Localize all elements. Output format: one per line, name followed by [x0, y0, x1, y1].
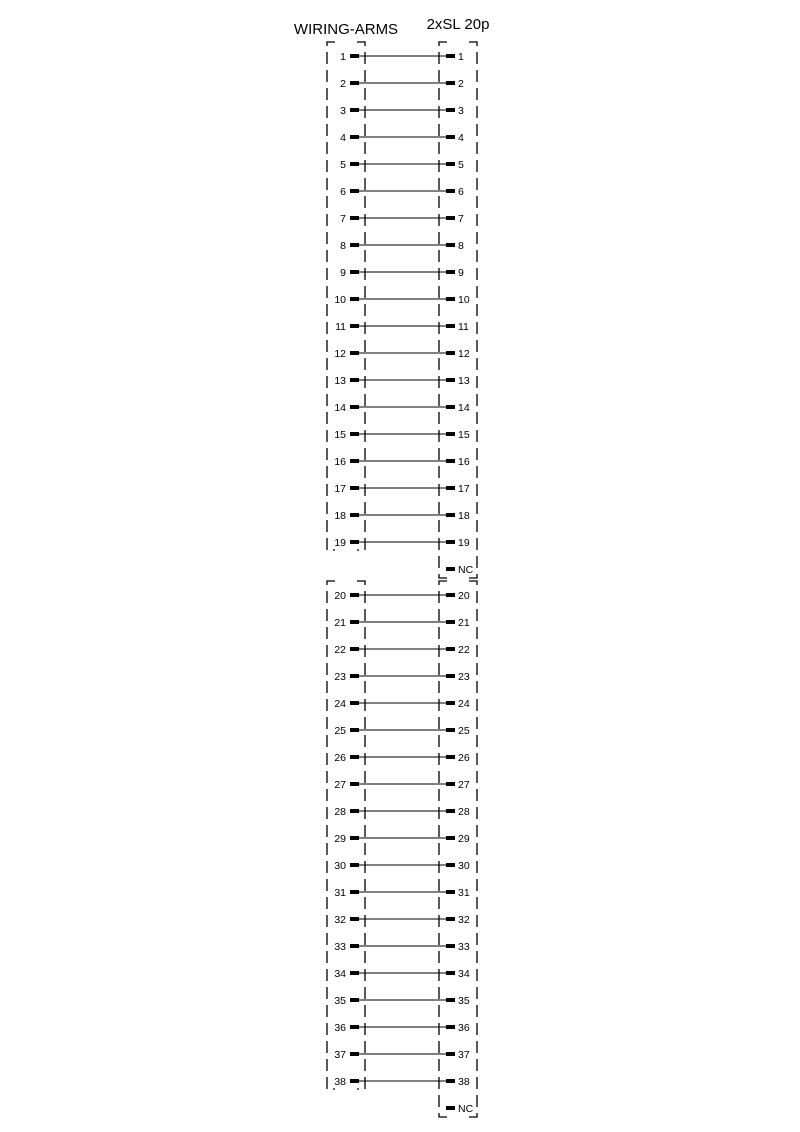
right-pin-label: 17 [458, 483, 470, 495]
right-pin-label: 35 [458, 995, 470, 1007]
left-pin-label: 15 [334, 429, 346, 441]
right-pin-label: 27 [458, 779, 470, 791]
right-pin-label: 13 [458, 375, 470, 387]
right-pin-marker [446, 162, 455, 166]
right-pin-label: 11 [458, 321, 469, 333]
diagram-body [327, 42, 477, 1117]
left-pin-label: 8 [340, 240, 346, 252]
right-pin-label: NC [458, 564, 474, 576]
left-pin-label: 2 [340, 78, 346, 90]
right-pin-label: 37 [458, 1049, 470, 1061]
right-pin-marker [446, 378, 455, 382]
right-pin-label: 24 [458, 698, 470, 710]
left-pin-marker [350, 135, 359, 139]
left-pin-marker [350, 513, 359, 517]
left-pin-label: 35 [334, 995, 346, 1007]
left-pin-marker [350, 782, 359, 786]
right-connector-group-2-edge [469, 581, 477, 1117]
left-pin-marker [350, 216, 359, 220]
right-pin-label: 34 [458, 968, 470, 980]
left-pin-label: 31 [334, 887, 346, 899]
left-pin-marker [350, 162, 359, 166]
right-pin-marker [446, 486, 455, 490]
right-pin-marker [446, 998, 455, 1002]
left-pin-marker [350, 593, 359, 597]
right-pin-label: 1 [458, 51, 464, 63]
right-pin-label: 7 [458, 213, 464, 225]
left-pin-label: 38 [334, 1076, 346, 1088]
left-pin-marker [350, 324, 359, 328]
right-pin-marker [446, 917, 455, 921]
right-pin-label: 12 [458, 348, 470, 360]
right-pin-label: 4 [458, 132, 464, 144]
left-pin-marker [350, 647, 359, 651]
left-pin-marker [350, 432, 359, 436]
left-pin-marker [350, 405, 359, 409]
right-pin-label: 19 [458, 537, 470, 549]
right-pin-marker [446, 674, 455, 678]
left-pin-marker [350, 351, 359, 355]
right-pin-label: 30 [458, 860, 470, 872]
right-connector-group-2-edge [439, 581, 447, 1117]
right-pin-marker [446, 620, 455, 624]
left-pin-label: 28 [334, 806, 346, 818]
right-pin-marker [446, 216, 455, 220]
left-pin-label: 37 [334, 1049, 346, 1061]
left-pin-marker [350, 486, 359, 490]
left-pin-marker [350, 459, 359, 463]
left-pin-label: 5 [340, 159, 346, 171]
right-pin-label: 31 [458, 887, 470, 899]
right-pin-marker [446, 189, 455, 193]
left-pin-label: 16 [334, 456, 346, 468]
left-pin-label: 1 [340, 51, 346, 63]
right-pin-marker [446, 405, 455, 409]
right-pin-marker [446, 971, 455, 975]
left-connector-group-2-edge [357, 581, 365, 1089]
left-pin-label: 6 [340, 186, 346, 198]
left-pin-label: 21 [334, 617, 346, 629]
left-pin-marker [350, 540, 359, 544]
left-pin-marker [350, 728, 359, 732]
right-pin-marker [446, 135, 455, 139]
left-pin-marker [350, 836, 359, 840]
right-pin-label: 25 [458, 725, 470, 737]
right-pin-label: 23 [458, 671, 470, 683]
right-pin-label: 20 [458, 590, 470, 602]
right-pin-marker [446, 432, 455, 436]
right-pin-marker [446, 1025, 455, 1029]
right-pin-marker [446, 540, 455, 544]
left-connector-group-1-edge [357, 42, 365, 550]
left-pin-label: 11 [335, 321, 346, 333]
right-pin-marker [446, 728, 455, 732]
right-pin-marker [446, 863, 455, 867]
right-pin-label: 36 [458, 1022, 470, 1034]
right-pin-marker [446, 459, 455, 463]
right-pin-marker [446, 1079, 455, 1083]
left-pin-label: 36 [334, 1022, 346, 1034]
left-connector-group-1 [327, 42, 365, 550]
left-pin-marker [350, 944, 359, 948]
left-pin-label: 22 [334, 644, 346, 656]
left-connector-title: WIRING-ARMS [293, 21, 399, 38]
right-pin-label: 18 [458, 510, 470, 522]
left-pin-marker [350, 1025, 359, 1029]
right-pin-marker [446, 647, 455, 651]
right-pin-marker [446, 108, 455, 112]
left-pin-label: 13 [334, 375, 346, 387]
left-pin-label: 34 [334, 968, 346, 980]
right-pin-marker [446, 54, 455, 58]
right-pin-marker [446, 513, 455, 517]
left-pin-marker [350, 755, 359, 759]
left-pin-marker [350, 189, 359, 193]
left-pin-label: 14 [334, 402, 346, 414]
right-pin-label: 8 [458, 240, 464, 252]
right-pin-label: 16 [458, 456, 470, 468]
right-pin-marker [446, 81, 455, 85]
left-pin-marker [350, 378, 359, 382]
right-pin-marker [446, 567, 455, 571]
left-pin-label: 29 [334, 833, 346, 845]
left-pin-label: 19 [334, 537, 346, 549]
right-pin-marker [446, 890, 455, 894]
left-pin-marker [350, 270, 359, 274]
left-pin-label: 18 [334, 510, 346, 522]
left-pin-marker [350, 1079, 359, 1083]
left-pin-marker [350, 809, 359, 813]
right-pin-marker [446, 782, 455, 786]
left-pin-marker [350, 890, 359, 894]
right-pin-label: NC [458, 1103, 474, 1115]
left-pin-label: 30 [334, 860, 346, 872]
right-pin-marker [446, 944, 455, 948]
right-pin-marker [446, 593, 455, 597]
right-pin-label: 3 [458, 105, 464, 117]
left-pin-label: 32 [334, 914, 346, 926]
right-pin-marker [446, 1052, 455, 1056]
right-pin-label: 6 [458, 186, 464, 198]
left-pin-label: 23 [334, 671, 346, 683]
right-pin-label: 29 [458, 833, 470, 845]
left-pin-marker [350, 674, 359, 678]
left-pin-marker [350, 971, 359, 975]
right-pin-label: 26 [458, 752, 470, 764]
right-pin-label: 9 [458, 267, 464, 279]
left-pin-label: 25 [334, 725, 346, 737]
left-pin-label: 3 [340, 105, 346, 117]
left-pin-label: 9 [340, 267, 346, 279]
left-pin-marker [350, 297, 359, 301]
left-pin-label: 4 [340, 132, 346, 144]
left-pin-label: 27 [334, 779, 346, 791]
right-pin-label: 2 [458, 78, 464, 90]
right-pin-marker [446, 836, 455, 840]
left-pin-marker [350, 81, 359, 85]
left-pin-marker [350, 620, 359, 624]
left-pin-label: 17 [334, 483, 346, 495]
left-pin-label: 12 [334, 348, 346, 360]
left-pin-label: 7 [340, 213, 346, 225]
left-pin-marker [350, 701, 359, 705]
right-pin-marker [446, 243, 455, 247]
left-pin-marker [350, 1052, 359, 1056]
right-pin-marker [446, 809, 455, 813]
right-connector-group-1-edge [439, 42, 447, 578]
left-pin-marker [350, 917, 359, 921]
right-connector-group-1 [439, 42, 477, 578]
right-pin-label: 28 [458, 806, 470, 818]
right-pin-label: 38 [458, 1076, 470, 1088]
left-pin-label: 26 [334, 752, 346, 764]
right-pin-marker [446, 270, 455, 274]
right-pin-label: 33 [458, 941, 470, 953]
right-connector-title: 2xSL 20p [426, 16, 490, 33]
left-pin-label: 24 [334, 698, 346, 710]
right-pin-label: 22 [458, 644, 470, 656]
right-pin-label: 21 [458, 617, 470, 629]
left-pin-marker [350, 54, 359, 58]
right-pin-label: 5 [458, 159, 464, 171]
right-pin-marker [446, 1106, 455, 1110]
left-pin-label: 33 [334, 941, 346, 953]
left-pin-marker [350, 108, 359, 112]
left-pin-label: 10 [334, 294, 346, 306]
right-pin-marker [446, 351, 455, 355]
right-pin-marker [446, 324, 455, 328]
right-connector-group-1-edge [469, 42, 477, 578]
left-pin-marker [350, 243, 359, 247]
left-connector-group-2 [327, 581, 365, 1089]
right-pin-label: 15 [458, 429, 470, 441]
left-pin-marker [350, 998, 359, 1002]
right-pin-label: 10 [458, 294, 470, 306]
left-pin-label: 20 [334, 590, 346, 602]
right-pin-label: 14 [458, 402, 470, 414]
right-pin-marker [446, 755, 455, 759]
right-pin-marker [446, 297, 455, 301]
right-pin-marker [446, 701, 455, 705]
right-pin-label: 32 [458, 914, 470, 926]
left-pin-marker [350, 863, 359, 867]
right-connector-group-2 [439, 581, 477, 1117]
